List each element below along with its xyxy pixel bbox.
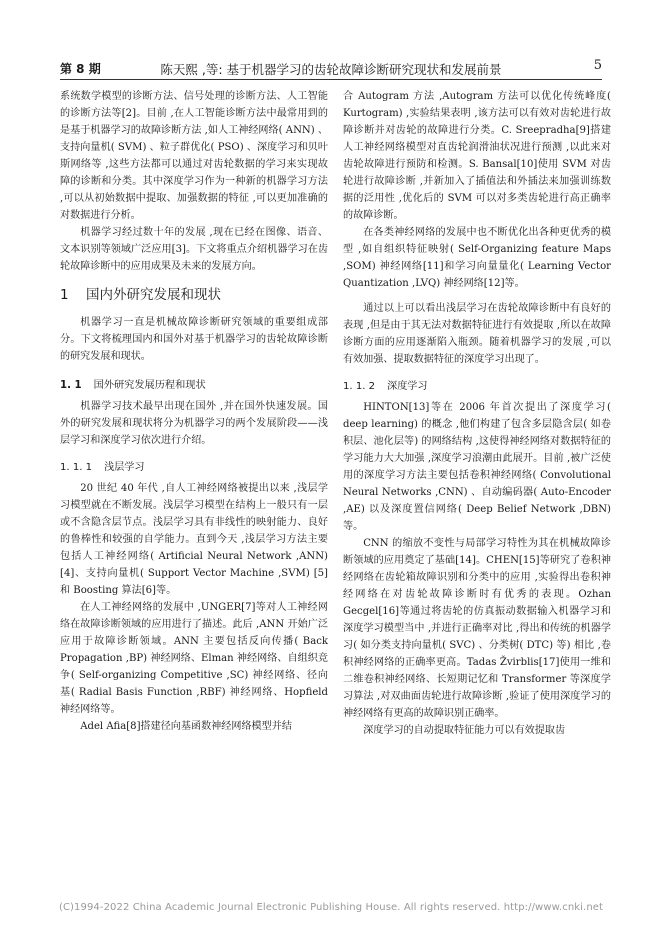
left-column xyxy=(60,88,328,735)
paragraph: 机器学习经过数十年的发展 ,现在已经在图像、语音、文本识别等领域广泛应用[3]。下文将重点介绍机器学习在齿轮故障诊断中的应用成果及未来的发展方向。 xyxy=(60,227,328,272)
paragraph: Adel Afia[8]搭建径向基函数神经网络模型并结 xyxy=(80,721,292,732)
right-column xyxy=(343,88,611,739)
subsection-heading xyxy=(60,377,328,394)
paragraph: 20 世纪 40 年代 ,自人工神经网络被提出以来 ,浅层学习模型就在不断发展。浅层学习模型在结构上一般只有一层或不含隐含层节点。浅层学习具有非线性的映射能力、良好的鲁棒性和较强的自学能力。直到今天 ,浅层学习方法主要包括人工神经网络( Artificial Neural Network ,ANN) [4]、支持向量机( Support Vector Machine ,SVM) [5] 和 Boosting 算法[6]等。 xyxy=(60,483,328,596)
subsubsection-title: 浅层学习 xyxy=(104,462,145,473)
page-number: 5 xyxy=(593,58,602,73)
running-title: 陈天熙 ,等: 基于机器学习的齿轮故障诊断研究现状和发展前景 xyxy=(160,62,502,77)
section-title: 国内外研究发展和现状 xyxy=(86,287,221,303)
issue-label: 第 8 期 xyxy=(60,62,101,76)
subsubsection-title: 深度学习 xyxy=(387,381,428,392)
paragraph: 系统数学模型的诊断方法、信号处理的诊断方法、人工智能的诊断方法等[2]。目前 ,在人工智能诊断方法中最常用到的是基于机器学习的故障诊断方法 ,如人工神经网络( ANN) 、支持向量机( SVM) 、粒子群优化( PSO) 、深度学习和贝叶斯网络等 ,这些方法都可以通过对齿轮数据的学习来实现故障的诊断和分类。其中深度学习作为一种新的机器学习方法 ,可以从初始数据中提取、加强数据的特征 ,可以更加准确的对数据进行分析。 xyxy=(60,91,328,221)
paragraph: 机器学习一直是机械故障诊断研究领域的重要组成部分。下文将梳理国内和国外对基于机器学习的齿轮故障诊断的研究发展和现状。 xyxy=(60,317,328,362)
section-number: 1 xyxy=(60,287,69,303)
subsubsection-number: 1. 1. 1 xyxy=(60,462,93,473)
paragraph: 通过以上可以看出浅层学习在齿轮故障诊断中有良好的表现 ,但是由于其无法对数据特征进行有效提取 ,所以在故障诊断方面的应用逐渐陷入瓶颈。随着机器学习的发展 ,可以有效加强、提取数据特征的深度学习出现了。 xyxy=(343,303,611,365)
paragraph: 合 Autogram 方法 ,Autogram 方法可以优化传统峰度( Kurtogram) ,实验结果表明 ,该方法可以有效对齿轮进行故障诊断并对齿轮的故障进行分类。C. Sreepradha[9]搭建人工神经网络模型对直齿轮润滑油状况进行预测 ,以此来对齿轮故障进行预防和检测。S. Bansal[10]使用 SVM 对齿轮进行故障诊断 ,并新加入了插值法和外插法来加强训练数据的泛用性 ,优化后的 SVM 可以对多类齿轮进行高正确率的故障诊断。 xyxy=(343,91,611,221)
paragraph: CNN 的缩放不变性与局部学习特性为其在机械故障诊断领域的应用奠定了基础[14]。CHEN[15]等研究了卷积神经网络在齿轮箱故障识别和分类中的应用 ,实验得出卷积神经网络在对齿轮故障诊断时有优秀的表现。Ozhan Gecgel[16]等通过将齿轮的仿真振动数据输入机器学习和深度学习模型当中 ,并进行正确率对比 ,得出和传统的机器学习( 如分类支持向量机( SVC) 、分类树( DTC) 等) 相比 ,卷积神经网络的正确率更高。Tadas Žvirblis[17]使用一维和二维卷积神经网络、长短期记忆和 Transformer 等深度学习算法 ,对双曲面齿轮进行故障诊断 ,验证了使用深度学习的神经网络有更高的故障识别正确率。 xyxy=(343,538,611,719)
copyright-footer: (C)1994-2022 China Academic Journal Electronic Publishing House. All rights reserved. http://www.cnki.net xyxy=(58,902,604,913)
page-header xyxy=(60,52,602,78)
paragraph: 机器学习技术最早出现在国外 ,并在国外快速发展。国外的研究发展和现状将分为机器学习的两个发展阶段——浅层学习和深度学习依次进行介绍。 xyxy=(60,401,328,446)
section-heading xyxy=(60,287,328,304)
subsection-title: 国外研究发展历程和现状 xyxy=(93,380,206,391)
subsubsection-heading xyxy=(60,459,328,476)
header-rule xyxy=(60,79,602,80)
paragraph: 深度学习的自动提取特征能力可以有效提取齿 xyxy=(363,725,566,736)
subsection-number: 1. 1 xyxy=(60,380,82,391)
paragraph: HINTON[13]等在 2006 年首次提出了深度学习( deep learning) 的概念 ,他们构建了包含多层隐含层( 如卷积层、池化层等) 的网络结构 ,这使得神经网络对数据特征的学习能力大大加强 ,深度学习浪潮由此展开。目前 ,被广泛使用的深度学习方法主要包括卷积神经网络( Convolutional Neural Networks ,CNN) 、自动编码器( Auto-Encoder ,AE) 以及深度置信网络( Deep Belief Network ,DBN) 等。 xyxy=(343,402,611,532)
subsubsection-heading xyxy=(343,378,611,395)
paragraph: 在人工神经网络的发展中 ,UNGER[7]等对人工神经网络在故障诊断领域的应用进行了描述。此后 ,ANN 开始广泛应用于故障诊断领域。ANN 主要包括反向传播( Back Propagation ,BP) 神经网络、Elman 神经网络、自组织竞争( Self-organizing Competitive ,SC) 神经网络、径向基( Radial Basis Function ,RBF) 神经网络、Hopfield 神经网络等。 xyxy=(60,602,328,715)
subsubsection-number: 1. 1. 2 xyxy=(343,381,376,392)
paragraph: 在各类神经网络的发展中也不断优化出各种更优秀的模型 ,如自组织特征映射( Self-Organizing feature Maps ,SOM) 神经网络[11]和学习向量量化( Learning Vector Quantization ,LVQ) 神经网络[12]等。 xyxy=(343,227,611,289)
